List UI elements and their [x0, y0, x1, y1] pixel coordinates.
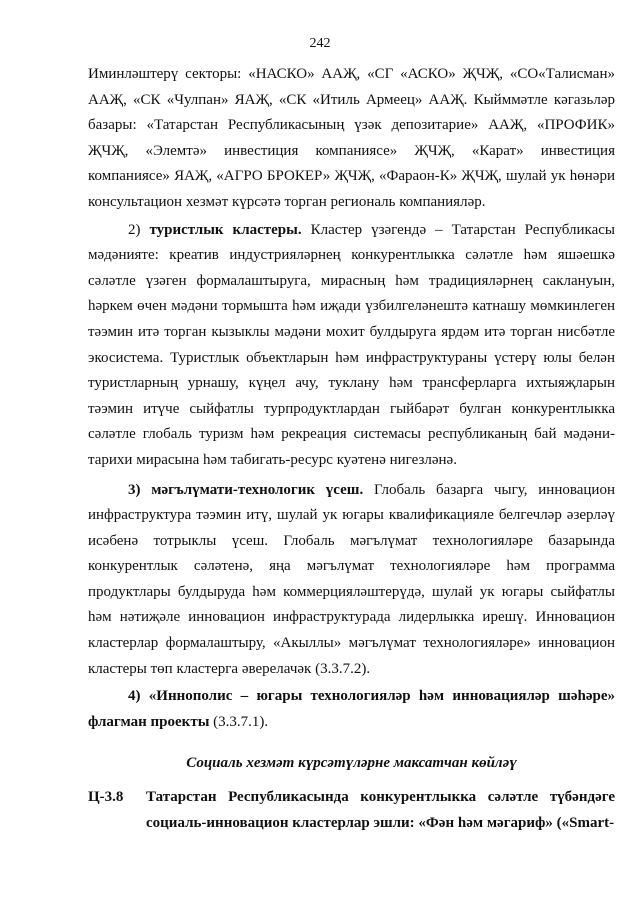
section-subheading: Социаль хезмәт күрсәтүләрне максатчан көйләү [186, 755, 517, 772]
body-text [88, 62, 615, 836]
list-item-number: 3) [128, 481, 152, 498]
list-item-heading: мәгълүмати-технологик үсеш. [151, 481, 364, 498]
list-item-text: Кластер үзәгендә – Татарстан Республикасы мәдәнияте: креатив индустрияләрнең конкурентлыкка сәләтле һәм яшәешкә сәләтле үзәген формалаштыруга, мирасның һәм традицияләрнең саклануын, һәркем өчен мәдәни тормышта һәм иҗади үзбилгеләнештә катнашу мөмкинлеген тәэмин итә торган кызыклы мәдәни мохит булдыруга ярдәм итә торган нисбәтле экосистема. [88, 221, 615, 366]
task-text: Татарстан Республикасында конкурентлыкка сәләтле түбәндәге социаль-инновацион кластерлар эшли: «Фән һәм мәгариф» («Smart- [146, 789, 615, 831]
list-item-text-continued: Туристлык объектларын һәм инфраструктураны үстерү юлы белән туристларның урнашу, күңел ачу, туклану һәм трансферларга ихтыяҗларын тәэмин итүче сыйфатлы турпродуктлардан гыйбарәт булган конкурентлыкка сәләтле глобаль туризм һәм рекреация системасы республиканың бай мәдәни-тарихи мирасына һәм табигать-ресурс куәтенә нигезләнә. [88, 349, 615, 468]
task-code: Ц-3.8 [88, 789, 124, 806]
page-number: 242 [309, 36, 331, 51]
list-item-tourism-cluster [88, 218, 615, 474]
list-item-heading: туристлык кластеры. [149, 221, 302, 238]
task-entry [88, 785, 615, 836]
list-item-text: (3.3.7.1). [209, 713, 269, 730]
list-item-it-development [88, 478, 615, 683]
list-item-number: 2) [128, 221, 150, 238]
list-item-text: Глобаль базарга чыгу, инновацион инфраструктура тәэмин итү, шулай ук югары квалификацияле белгечләр әзерләү исәбенә тотрыклы үсеш. Глобаль мәгълүмат технологияләре базарында конкурентлык сәләтенә, яңа мәгълүмат технологияләре һәм программа продуктлары булдыруда һәм коммерцияләштерүдә, шулай ук югары сыйфатлы һәм нәтиҗәле инновацион инфраструктурада лидерлыкка ирешү. Инновацион кластерлар формалаштыру, «Акыллы» мәгълүмат технологияләре» инновацион кластеры төп кластерга әверелачәк (3.3.7.2). [88, 481, 615, 677]
list-item-heading: 4) «Иннополис – югары технологияләр һәм инновацияләр шәһәре» флагман проекты [88, 688, 615, 730]
list-item-innopolis [88, 684, 615, 735]
paragraph-sector-list: Иминләштерү секторы: «НАСКО» ААҖ, «СГ «АСКО» ҖЧҖ, «СО«Талисман» ААҖ, «СК «Чулпан» ЯАҖ, «СК «Итиль Армеец» ААҖ. Кыйммәтле кәгазьләр базары: «Татарстан Республикасының үзәк депозитарие» ААҖ, «ПРОФИК» ҖЧҖ, «Элемтә» инвестиция компаниясе» ҖЧҖ, «Карат» инвестиция компаниясе» ЯАҖ, «АГРО БРОКЕР» ҖЧҖ, «Фараон-К» ҖЧҖ, шулай ук һөнәри консультацион хезмәт күрсәтә торган региональ компанияләр. [88, 66, 615, 210]
